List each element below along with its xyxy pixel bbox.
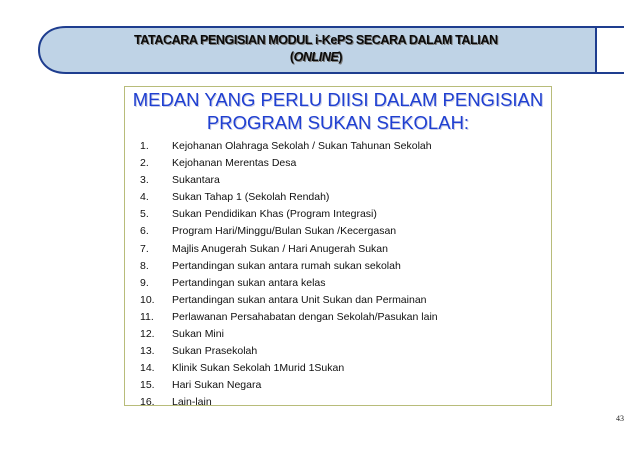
list-item-text: Pertandingan sukan antara rumah sukan sekolah	[172, 259, 401, 272]
field-list	[140, 138, 438, 412]
heading-line-1: MEDAN YANG PERLU DIISI DALAM PENGISIAN	[132, 89, 544, 110]
list-item	[140, 275, 438, 292]
list-item-number: 12.	[140, 328, 155, 341]
list-item-text: Kejohanan Olahraga Sekolah / Sukan Tahunan Sekolah	[172, 140, 432, 152]
banner-subtitle	[36, 50, 596, 64]
list-item-number: 3.	[140, 174, 149, 187]
list-item-text: Pertandingan sukan antara kelas	[172, 276, 326, 289]
list-item-text: Sukan Pendidikan Khas (Program Integrasi)	[172, 208, 377, 221]
list-item-number: 5.	[140, 208, 149, 221]
list-item-number: 7.	[140, 242, 149, 255]
list-item-number: 11.	[140, 310, 154, 323]
list-item	[140, 138, 438, 155]
list-item	[140, 360, 438, 377]
list-item-number: 2.	[140, 157, 149, 170]
page-number: 43	[616, 414, 624, 423]
list-item-text: Sukan Mini	[172, 328, 224, 341]
list-item-number: 1.	[140, 140, 149, 152]
list-item	[140, 155, 438, 172]
list-item	[140, 172, 438, 189]
list-item-text: Klinik Sukan Sekolah 1Murid 1Sukan	[172, 362, 345, 375]
list-item-text: Majlis Anugerah Sukan / Hari Anugerah Sukan	[172, 242, 388, 255]
list-item-number: 4.	[140, 191, 149, 204]
list-item-number: 6.	[140, 225, 149, 238]
list-item	[140, 394, 438, 411]
banner-paren-close: )	[338, 50, 343, 64]
list-item-text: Program Hari/Minggu/Bulan Sukan /Kecergasan	[172, 225, 397, 238]
banner-online-text: ONLINE	[293, 50, 339, 64]
list-item-text: Pertandingan sukan antara Unit Sukan dan Permainan	[172, 293, 427, 306]
list-item-number: 13.	[140, 345, 155, 358]
list-item	[140, 258, 438, 275]
list-item	[140, 223, 438, 240]
list-item	[140, 292, 438, 309]
list-item	[140, 377, 438, 394]
list-item-text: Sukan Tahap 1 (Sekolah Rendah)	[172, 191, 330, 204]
list-item-text: Sukantara	[172, 174, 220, 187]
list-item-number: 16.	[140, 396, 155, 409]
banner-title: TATACARA PENGISIAN MODUL i-KePS SECARA DALAM TALIAN	[134, 33, 498, 47]
list-item	[140, 309, 438, 326]
list-item	[140, 206, 438, 223]
list-item-number: 8.	[140, 259, 149, 272]
list-item-number: 10.	[140, 293, 155, 306]
banner-paren-open: (	[289, 50, 294, 64]
list-item-number: 9.	[140, 276, 149, 289]
section-heading	[124, 88, 552, 134]
list-item	[140, 326, 438, 343]
list-item-text: Sukan Prasekolah	[172, 345, 258, 358]
list-item-number: 15.	[140, 379, 155, 392]
list-item-text: Lain-lain	[172, 396, 212, 409]
list-item-text: Kejohanan Merentas Desa	[172, 157, 297, 170]
list-item	[140, 189, 438, 206]
title-banner	[36, 24, 626, 76]
list-item	[140, 241, 438, 258]
list-item	[140, 343, 438, 360]
heading-line-2: PROGRAM SUKAN SEKOLAH:	[206, 112, 470, 133]
list-item-number: 14.	[140, 362, 155, 375]
list-item-text: Hari Sukan Negara	[172, 379, 262, 392]
list-item-text: Perlawanan Persahabatan dengan Sekolah/Pasukan lain	[172, 310, 438, 323]
